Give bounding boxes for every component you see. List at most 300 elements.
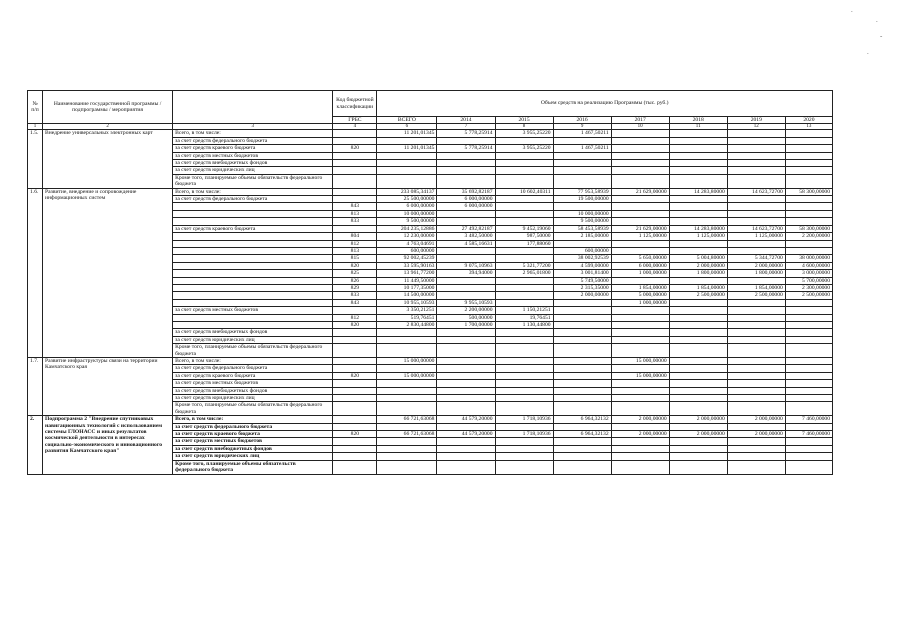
amount-cell: 1 800,00000 (669, 270, 727, 277)
funding-source: Кроме того, планируемые объемы обязательств федерального бюджета (173, 344, 333, 358)
amount-cell: 6 000,00000 (377, 203, 437, 210)
amount-cell (785, 453, 832, 460)
amount-cell (377, 344, 437, 358)
amount-cell (785, 423, 832, 430)
amount-cell: 5 000,00000 (611, 292, 669, 299)
amount-cell (785, 387, 832, 394)
amount-cell: 500,00000 (437, 314, 495, 321)
grbs-code (333, 380, 377, 387)
amount-cell: 25 500,00000 (377, 196, 437, 203)
amount-cell (495, 292, 553, 299)
amount-cell (553, 174, 611, 188)
amount-cell (437, 137, 495, 144)
amount-cell (495, 395, 553, 402)
column-number: 6 (377, 124, 437, 130)
amount-cell (785, 395, 832, 402)
amount-cell (437, 277, 495, 284)
amount-cell (377, 365, 437, 372)
amount-cell: 27 492,82187 (437, 225, 495, 232)
scan-dot: . (851, 6, 853, 14)
amount-cell: 14 623,72700 (727, 188, 785, 195)
header-year: 2017 (611, 117, 669, 124)
header-year: 2020 (785, 117, 832, 124)
amount-cell: 11 201,01345 (377, 130, 437, 137)
amount-cell (785, 314, 832, 321)
section-number: 1.5. (28, 130, 43, 188)
amount-cell (669, 203, 727, 210)
table-row (28, 188, 833, 195)
amount-cell (611, 423, 669, 430)
amount-cell: 2 000,00000 (669, 416, 727, 423)
amount-cell (553, 137, 611, 144)
amount-cell (727, 167, 785, 174)
amount-cell: 4 599,00000 (553, 262, 611, 269)
amount-cell: 600,00000 (377, 247, 437, 254)
amount-cell: 1 700,00000 (437, 321, 495, 328)
amount-cell: 4 600,00000 (785, 262, 832, 269)
amount-cell: 394,94000 (437, 270, 495, 277)
grbs-code: 825 (333, 270, 377, 277)
amount-cell: 1 130,44800 (495, 321, 553, 328)
grbs-code (333, 137, 377, 144)
amount-cell (553, 372, 611, 379)
amount-cell: 12 230,00000 (377, 233, 437, 240)
amount-cell (611, 344, 669, 358)
amount-cell: 2 965,01800 (495, 270, 553, 277)
amount-cell: 600,00000 (553, 247, 611, 254)
amount-cell: 5 700,00000 (785, 277, 832, 284)
amount-cell (669, 438, 727, 445)
funding-source: Всего, в том числе: (173, 188, 333, 195)
amount-cell (611, 314, 669, 321)
amount-cell (495, 137, 553, 144)
scan-dot: - (880, 32, 883, 40)
amount-cell (377, 445, 437, 452)
amount-cell (727, 423, 785, 430)
amount-cell (495, 174, 553, 188)
amount-cell (495, 329, 553, 336)
amount-cell (437, 344, 495, 358)
grbs-code (333, 174, 377, 188)
grbs-code: 843 (333, 203, 377, 210)
amount-cell: 5 344,72700 (727, 255, 785, 262)
amount-cell (495, 299, 553, 306)
amount-cell (553, 167, 611, 174)
amount-cell (553, 160, 611, 167)
amount-cell (377, 453, 437, 460)
amount-cell (437, 167, 495, 174)
amount-cell (553, 453, 611, 460)
amount-cell (785, 344, 832, 358)
amount-cell: 2 000,00000 (727, 416, 785, 423)
amount-cell: 6 000,00000 (437, 203, 495, 210)
amount-cell (495, 344, 553, 358)
amount-cell (785, 130, 832, 137)
scan-dot: . (876, 16, 878, 24)
amount-cell (553, 336, 611, 343)
funding-source: за счет средств федерального бюджета (173, 196, 333, 203)
funding-source (173, 321, 333, 328)
amount-cell: 21 629,00000 (611, 188, 669, 195)
amount-cell (611, 438, 669, 445)
amount-cell (785, 336, 832, 343)
amount-cell (727, 438, 785, 445)
amount-cell (611, 453, 669, 460)
grbs-code: 833 (333, 292, 377, 299)
amount-cell (437, 174, 495, 188)
amount-cell (437, 445, 495, 452)
amount-cell: 7 460,00000 (785, 431, 832, 438)
amount-cell (611, 167, 669, 174)
amount-cell (785, 358, 832, 365)
amount-cell: 33 595,90163 (377, 262, 437, 269)
amount-cell (553, 240, 611, 247)
amount-cell (437, 387, 495, 394)
amount-cell (553, 402, 611, 416)
amount-cell (727, 174, 785, 188)
funding-source: за счет средств федерального бюджета (173, 137, 333, 144)
section-name: Подпрограмма 2 "Внедрение спутниковых навигационных технологий с использованием системы ГЛОНАСС и иных результатов космической деятельности в интересах социально-экономического и инновационного развития Камчатского края" (43, 416, 173, 474)
funding-source (173, 233, 333, 240)
amount-cell (377, 167, 437, 174)
header-grbs: ГРБС (333, 117, 377, 124)
funding-source (173, 255, 333, 262)
column-number: 8 (495, 124, 553, 130)
section-number: 1.7. (28, 358, 43, 416)
amount-cell: 5 650,00000 (611, 255, 669, 262)
amount-cell (437, 218, 495, 225)
grbs-code (333, 416, 377, 423)
funding-source (173, 284, 333, 291)
funding-source: за счет средств внебюджетных фондов (173, 387, 333, 394)
amount-cell (669, 336, 727, 343)
amount-cell: 2 000,00000 (669, 262, 727, 269)
grbs-code: 812 (333, 314, 377, 321)
amount-cell: 2 315,35000 (553, 284, 611, 291)
amount-cell (437, 210, 495, 217)
amount-cell: 44 579,20000 (437, 431, 495, 438)
amount-cell (553, 438, 611, 445)
grbs-code (333, 445, 377, 452)
funding-source: за счет средств юридических лиц (173, 336, 333, 343)
amount-cell (495, 160, 553, 167)
amount-cell: 1 000,00000 (611, 299, 669, 306)
amount-cell (669, 314, 727, 321)
funding-source (173, 270, 333, 277)
grbs-code (333, 344, 377, 358)
amount-cell: 9 955,10593 (437, 299, 495, 306)
column-number: 7 (437, 124, 495, 130)
amount-cell: 1 854,00000 (727, 284, 785, 291)
amount-cell (377, 329, 437, 336)
amount-cell (785, 247, 832, 254)
section-name: Развитие, внедрение и сопровождение информационных систем (43, 188, 173, 357)
amount-cell: 19 500,00000 (553, 196, 611, 203)
grbs-code: 813 (333, 247, 377, 254)
grbs-code: 820 (333, 431, 377, 438)
amount-cell (669, 240, 727, 247)
funding-source: за счет средств краевого бюджета (173, 431, 333, 438)
funding-source: за счет средств внебюджетных фондов (173, 160, 333, 167)
amount-cell: 2 200,00000 (785, 233, 832, 240)
amount-cell (553, 387, 611, 394)
amount-cell: 9 452,19060 (495, 225, 553, 232)
amount-cell: 6 000,00000 (437, 196, 495, 203)
header-year: 2018 (669, 117, 727, 124)
amount-cell: 15 000,00000 (611, 358, 669, 365)
table-row (28, 358, 833, 365)
amount-cell (727, 307, 785, 314)
amount-cell: 177,88060 (495, 240, 553, 247)
amount-cell: 2 000,00000 (727, 431, 785, 438)
amount-cell: 11 201,01345 (377, 145, 437, 152)
funding-source (173, 203, 333, 210)
amount-cell (727, 218, 785, 225)
amount-cell: 7 460,00000 (785, 416, 832, 423)
amount-cell (495, 247, 553, 254)
section-name: Развитие инфраструктуры связи на территории Камчатского края (43, 358, 173, 416)
amount-cell: 2 300,00000 (785, 284, 832, 291)
amount-cell: 5 778,25914 (437, 130, 495, 137)
funding-source: за счет средств местных бюджетов (173, 380, 333, 387)
amount-cell (495, 453, 553, 460)
amount-cell: 10 000,00000 (553, 210, 611, 217)
amount-cell (785, 321, 832, 328)
funding-source (173, 218, 333, 225)
amount-cell (611, 247, 669, 254)
amount-cell (553, 299, 611, 306)
amount-cell (437, 460, 495, 474)
amount-cell (669, 402, 727, 416)
amount-cell (669, 358, 727, 365)
grbs-code (333, 329, 377, 336)
amount-cell: 9 500,00000 (553, 218, 611, 225)
amount-cell: 1 718,10936 (495, 416, 553, 423)
amount-cell: 1 854,00000 (669, 284, 727, 291)
grbs-code (333, 336, 377, 343)
amount-cell (495, 336, 553, 343)
amount-cell (785, 307, 832, 314)
amount-cell (727, 365, 785, 372)
grbs-code (333, 307, 377, 314)
amount-cell: 15 000,00000 (377, 372, 437, 379)
amount-cell (437, 358, 495, 365)
amount-cell (611, 395, 669, 402)
amount-cell (437, 402, 495, 416)
amount-cell (611, 307, 669, 314)
grbs-code (333, 438, 377, 445)
column-number: 13 (785, 124, 832, 130)
amount-cell: 11 449,50000 (377, 277, 437, 284)
amount-cell (611, 137, 669, 144)
amount-cell (727, 247, 785, 254)
amount-cell (553, 314, 611, 321)
amount-cell (495, 423, 553, 430)
amount-cell (495, 358, 553, 365)
amount-cell (495, 255, 553, 262)
column-number: 1 (28, 124, 43, 130)
grbs-code (333, 387, 377, 394)
amount-cell: 1 150,21251 (495, 307, 553, 314)
amount-cell (437, 453, 495, 460)
amount-cell: 10 602,40311 (495, 188, 553, 195)
grbs-code: 820 (333, 262, 377, 269)
amount-cell: 4 763,04691 (377, 240, 437, 247)
header-volume: Объем средств на реализацию Программы (тыс. руб.) (377, 91, 833, 117)
amount-cell (727, 314, 785, 321)
amount-cell (377, 174, 437, 188)
amount-cell: 2 830,44800 (377, 321, 437, 328)
amount-cell (669, 160, 727, 167)
amount-cell: 2 000,00000 (611, 431, 669, 438)
amount-cell: 2 000,00000 (611, 416, 669, 423)
amount-cell: 10 955,10593 (377, 299, 437, 306)
amount-cell (611, 329, 669, 336)
amount-cell: 58 300,00000 (785, 188, 832, 195)
amount-cell (727, 321, 785, 328)
amount-cell: 1 467,50211 (553, 145, 611, 152)
amount-cell (727, 196, 785, 203)
amount-cell (553, 380, 611, 387)
amount-cell (553, 307, 611, 314)
amount-cell (669, 196, 727, 203)
funding-source: Кроме того, планируемые объемы обязательств федерального бюджета (173, 460, 333, 474)
amount-cell (727, 336, 785, 343)
grbs-code (333, 460, 377, 474)
funding-source: за счет средств федерального бюджета (173, 365, 333, 372)
amount-cell (611, 321, 669, 328)
amount-cell: 4 585,16631 (437, 240, 495, 247)
amount-cell (495, 152, 553, 159)
amount-cell (495, 438, 553, 445)
grbs-code (333, 167, 377, 174)
column-number: 12 (727, 124, 785, 130)
amount-cell (785, 218, 832, 225)
amount-cell: 5 321,77200 (495, 262, 553, 269)
grbs-code (333, 196, 377, 203)
amount-cell (495, 196, 553, 203)
amount-cell (437, 247, 495, 254)
amount-cell (669, 321, 727, 328)
amount-cell (553, 203, 611, 210)
amount-cell (785, 240, 832, 247)
column-number: 4 (333, 124, 377, 130)
amount-cell: 21 629,00000 (611, 225, 669, 232)
amount-cell (669, 130, 727, 137)
amount-cell (727, 130, 785, 137)
amount-cell (785, 145, 832, 152)
grbs-code: 820 (333, 372, 377, 379)
funding-source (173, 247, 333, 254)
amount-cell (437, 329, 495, 336)
funding-source: Всего, в том числе: (173, 416, 333, 423)
amount-cell: 3 955,25220 (495, 130, 553, 137)
amount-cell (611, 336, 669, 343)
funding-source: Всего, в том числе: (173, 130, 333, 137)
amount-cell: 66 721,63068 (377, 431, 437, 438)
section-name: Внедрение универсальных электронных карт (43, 130, 173, 188)
amount-cell: 2 500,00000 (727, 292, 785, 299)
amount-cell (611, 196, 669, 203)
amount-cell (727, 152, 785, 159)
amount-cell (437, 292, 495, 299)
funding-source (173, 314, 333, 321)
amount-cell: 15 000,00000 (377, 358, 437, 365)
amount-cell (553, 329, 611, 336)
amount-cell (669, 145, 727, 152)
amount-cell (785, 137, 832, 144)
amount-cell: 2 000,00000 (727, 262, 785, 269)
amount-cell (495, 167, 553, 174)
amount-cell (727, 137, 785, 144)
amount-cell: 58 453,58939 (553, 225, 611, 232)
amount-cell: 13 961,77200 (377, 270, 437, 277)
scan-dot: . (867, 48, 869, 56)
amount-cell (611, 402, 669, 416)
budget-table (27, 90, 833, 475)
amount-cell (785, 203, 832, 210)
amount-cell (669, 423, 727, 430)
amount-cell (785, 460, 832, 474)
grbs-code (333, 423, 377, 430)
amount-cell: 2 200,00000 (437, 307, 495, 314)
amount-cell: 1 800,00000 (727, 270, 785, 277)
amount-cell (785, 380, 832, 387)
amount-cell (377, 152, 437, 159)
amount-cell: 14 283,80000 (669, 188, 727, 195)
grbs-code: 826 (333, 277, 377, 284)
amount-cell: 519,76451 (377, 314, 437, 321)
amount-cell: 9 075,10963 (437, 262, 495, 269)
amount-cell: 2 000,00000 (669, 431, 727, 438)
amount-cell (727, 445, 785, 452)
column-number: 10 (611, 124, 669, 130)
amount-cell (377, 137, 437, 144)
amount-cell (437, 160, 495, 167)
column-number: 9 (553, 124, 611, 130)
amount-cell: 1 467,50211 (553, 130, 611, 137)
amount-cell: 44 579,20000 (437, 416, 495, 423)
amount-cell (727, 203, 785, 210)
amount-cell (727, 329, 785, 336)
funding-source (173, 292, 333, 299)
grbs-code: 804 (333, 233, 377, 240)
amount-cell (611, 445, 669, 452)
grbs-code (333, 453, 377, 460)
amount-cell (669, 344, 727, 358)
funding-source (173, 262, 333, 269)
amount-cell (553, 460, 611, 474)
amount-cell (727, 358, 785, 365)
amount-cell: 2 500,00000 (785, 292, 832, 299)
amount-cell (553, 152, 611, 159)
amount-cell (785, 160, 832, 167)
amount-cell (611, 218, 669, 225)
amount-cell (785, 372, 832, 379)
amount-cell (669, 277, 727, 284)
amount-cell (437, 423, 495, 430)
amount-cell (437, 152, 495, 159)
amount-cell (669, 152, 727, 159)
amount-cell: 5 749,50000 (553, 277, 611, 284)
amount-cell (437, 380, 495, 387)
grbs-code (333, 130, 377, 137)
amount-cell: 2 500,00000 (669, 292, 727, 299)
amount-cell (669, 247, 727, 254)
header-num: № п/п (28, 91, 43, 124)
amount-cell (611, 277, 669, 284)
amount-cell: 233 085,34137 (377, 188, 437, 195)
